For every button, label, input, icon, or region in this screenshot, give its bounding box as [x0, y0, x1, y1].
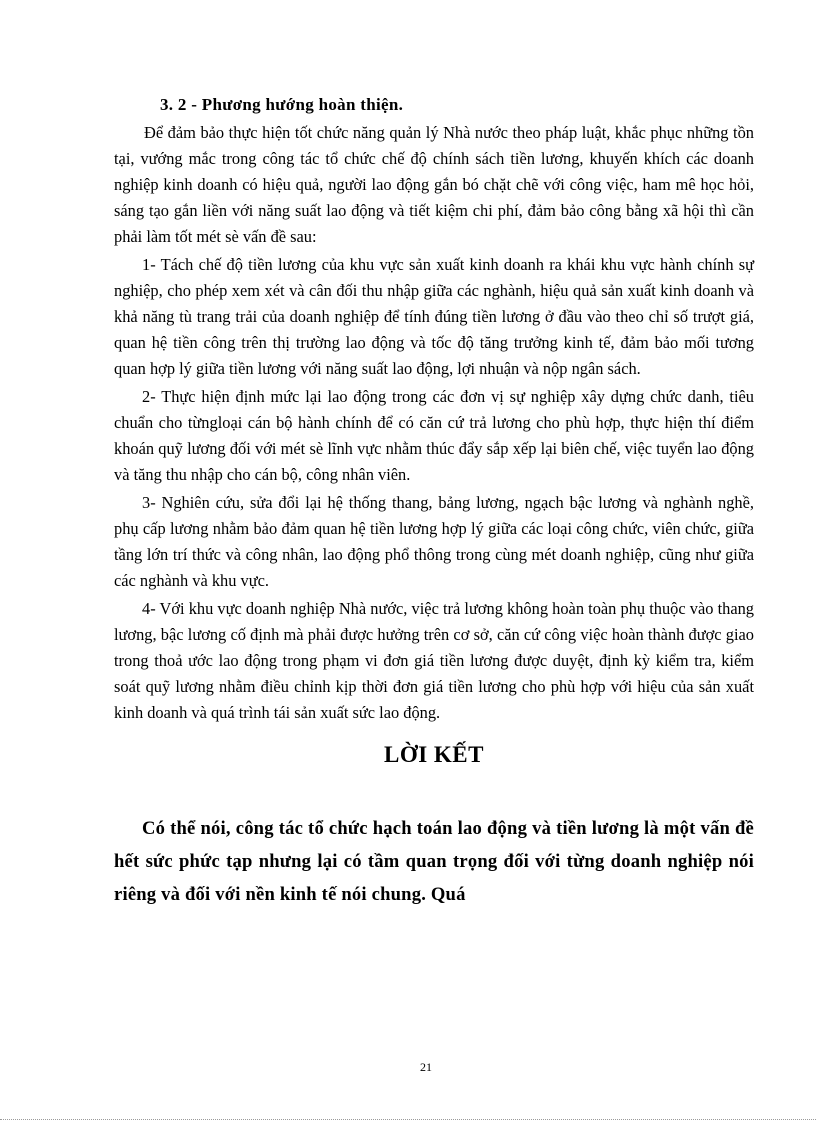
list-item-3: 3- Nghiên cứu, sửa đổi lại hệ thống thang, bảng lương, ngạch bậc lương và nghành nghề, phụ cấp lương nhằm bảo đảm quan hệ tiền lương hợp lý giữa các loại công chức, viên chức, giữa tầng lớn trí thức và công nhân, lao động phổ thông trong cùng mét doanh nghiệp, cũng như giữa các nghành và khu vực.	[114, 493, 754, 590]
list-item-1: 1- Tách chế độ tiền lương của khu vực sản xuất kinh doanh ra khái khu vực hành chính sự nghiệp, cho phép xem xét và cân đối thu nhập giữa các nghành, hiệu quả sản xuất kinh doanh và khả năng tù trang trải của doanh nghiệp để tính đúng tiền lương ở đầu vào theo chỉ số trượt giá, quan hệ tiền công trên thị trường lao động và tốc độ tăng trưởng kinh tế, đảm bảo mối tương quan hợp lý giữa tiền lương với năng suất lao động, lợi nhuận và nộp ngân sách.	[114, 255, 754, 378]
conclusion-title: LỜI KẾT	[383, 742, 484, 767]
page-number: 21	[420, 1060, 432, 1074]
page-content	[114, 92, 754, 911]
page-bottom-divider	[0, 1119, 816, 1120]
list-item-2: 2- Thực hiện định mức lại lao động trong các đơn vị sự nghiệp xây dựng chức danh, tiêu chuẩn cho từngloại cán bộ hành chính để có căn cứ trả lương cho phù hợp, thực hiện thí điểm khoán quỹ lương đối với mét sè lĩnh vực nhằm thúc đẩy sắp xếp lại biên chế, việc tuyển lao động và tăng thu nhập cho cán bộ, công nhân viên.	[114, 387, 754, 484]
intro-paragraph: Để đảm bảo thực hiện tốt chức năng quản lý Nhà nước theo pháp luật, khắc phục những tồn tại, vướng mắc trong công tác tổ chức chế độ chính sách tiền lương, khuyến khích các doanh nghiệp kinh doanh có hiệu quả, người lao động gắn bó chặt chẽ với công việc, ham mê học hỏi, sáng tạo gắn liền với năng suất lao động và tiết kiệm chi phí, đảm bảo công bằng xã hội thì cần phải làm tốt mét sè vấn đề sau:	[114, 123, 754, 246]
section-heading: 3. 2 - Phương hướng hoàn thiện.	[160, 95, 404, 114]
conclusion-paragraph: Có thể nói, công tác tổ chức hạch toán lao động và tiền lương là một vấn đề hết sức phức tạp nhưng lại có tầm quan trọng đối với từng doanh nghiệp nói riêng và đối với nền kinh tế nói chung. Quá	[114, 818, 754, 905]
list-item-4: 4- Với khu vực doanh nghiệp Nhà nước, việc trả lương không hoàn toàn phụ thuộc vào thang lương, bậc lương cố định mà phải được hưởng trên cơ sở, căn cứ công việc hoàn thành được giao trong thoả ước lao động trong phạm vi đơn giá tiền lương được duyệt, định kỳ kiểm tra, kiểm soát quỹ lương nhằm điều chỉnh kịp thời đơn giá tiền lương cho phù hợp với hiệu của sản xuất kinh doanh và quá trình tái sản xuất sức lao động.	[114, 599, 754, 722]
